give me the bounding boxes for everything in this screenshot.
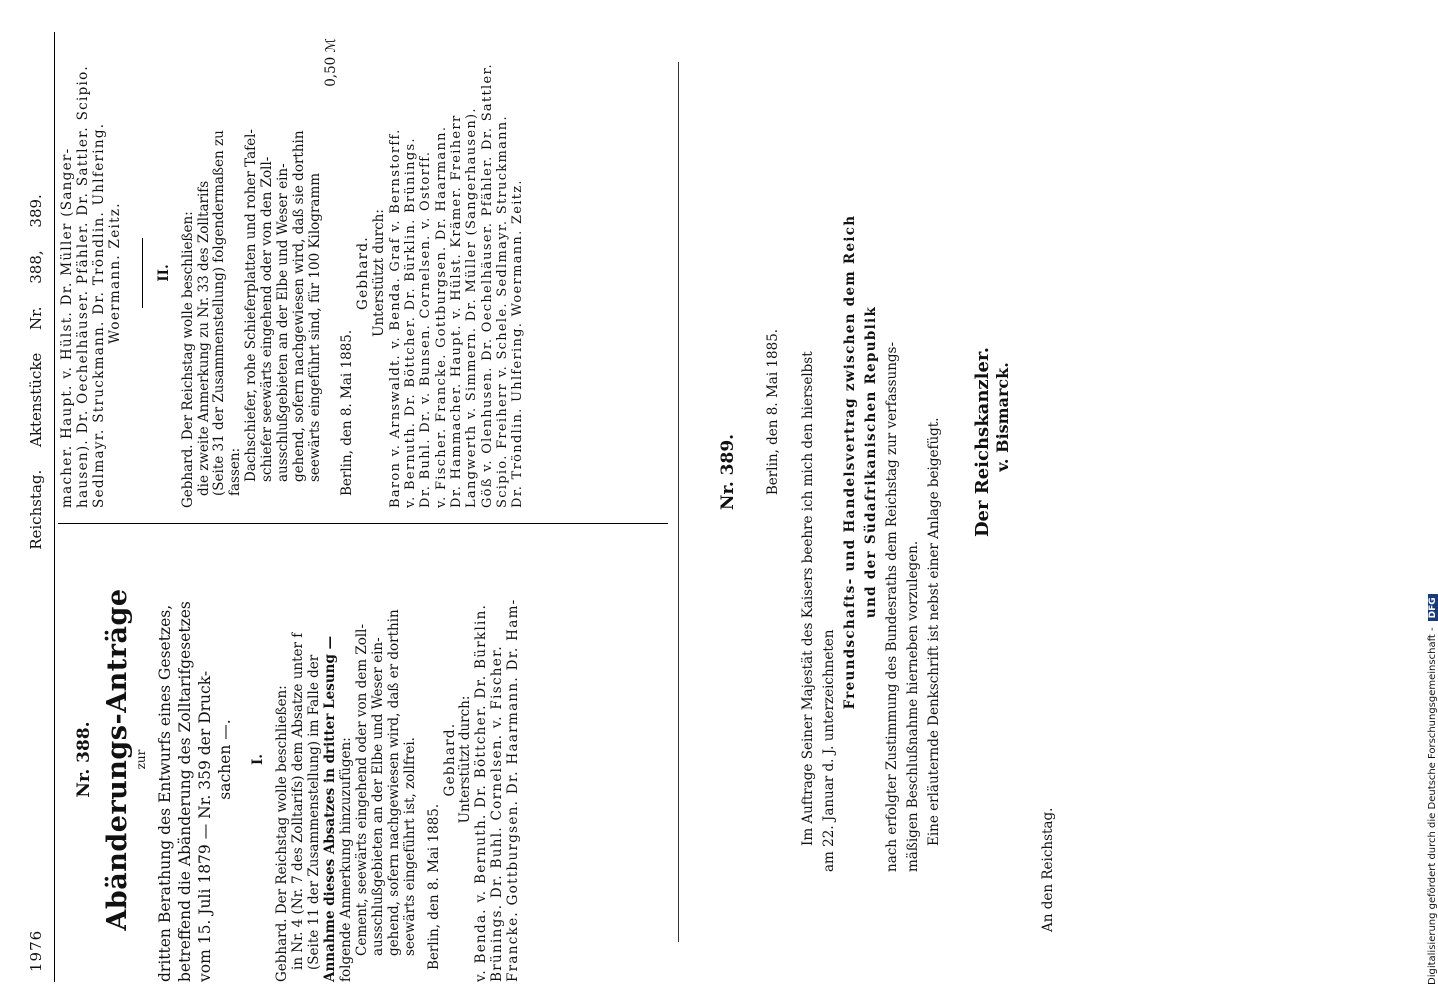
section-II-signer: Gebhard.: [354, 236, 371, 310]
body-line: Freundschafts- und Handelsvertrag zwischen dem Reich: [841, 214, 858, 710]
motion-line: in Nr. 4 (Nr. 7 des Zolltarifs) dem Absatze unter f: [290, 632, 307, 970]
dfg-logo: DFG: [1428, 594, 1438, 621]
body-line: nach erfolgter Zustimmung des Bundesraths dem Reichstag zur verfassungs-: [883, 341, 900, 872]
motion-line: (Seite 11 der Zusammenstellung) im Falle der: [306, 654, 323, 970]
motion-line: ausschlußgebieten an der Elbe und Weser ein-: [369, 637, 386, 956]
motion-line: folgende Anmerkung hinzuzufügen:: [337, 737, 354, 982]
body-line: am 22. Januar d. J. unterzeichneten: [820, 629, 837, 872]
short-rule: [142, 238, 143, 308]
section-II-date: Berlin, den 8. Mai 1885.: [338, 329, 355, 496]
supporter-line: Langwerth v. Simmern. Dr. Müller (Sangerhausen).: [464, 107, 480, 508]
supporter-line: v. Fischer. Francke. Gottburgsen. Dr. Haarmann.: [433, 125, 449, 508]
section-I-supporters: [474, 537, 522, 982]
supporter-line: Brünings. Dr. Buhl. Cornelsen. v. Fischer.: [489, 645, 506, 982]
subject-line: betreffend die Abänderung des Zolltarifgesetzes: [175, 601, 194, 982]
tariff-amount: 0,50 ℳ: [322, 38, 339, 87]
motion-line: Dachschiefer, rohe Schieferplatten und roher Tafel-: [243, 129, 260, 482]
body-line: mäßigen Beschlußnahme hierneben vorzulegen.: [904, 540, 921, 872]
motion-line: gehend, sofern nachgewiesen wird, daß sie dorthin: [291, 130, 308, 482]
supporter-line: v. Bernuth. Dr. Böttcher. Dr. Bürklin. Brünings.: [402, 137, 418, 508]
body-line: Im Auftrage Seiner Majestät des Kaisers beehre ich mich den hierselbst: [799, 351, 816, 846]
doc-number-389: Nr. 389.: [718, 433, 738, 511]
funding-note: [1427, 0, 1438, 985]
supporter-line: Dr. Tröndlin. Uhlfering. Woermann. Zeitz.: [510, 179, 526, 508]
motion-line: Gebhard. Der Reichstag wolle beschließen:: [274, 685, 291, 982]
motion-line: ausschlußgebieten an der Elbe und Weser ein-: [275, 163, 292, 482]
funding-text: Digitalisierung gefördert durch die Deutsche Forschungsgemeinschaft -: [1427, 627, 1438, 985]
signature-title: Der Reichskanzler.: [972, 346, 994, 538]
motion-line: die zweite Anmerkung zu Nr. 33 des Zolltarifs: [195, 180, 212, 496]
doc-separator-rule: [678, 62, 679, 942]
supporter-line: Dr. Buhl. Dr. v. Bunsen. Cornelsen. v. Ostorff.: [418, 150, 434, 508]
supporter-line: Göß v. Olenhusen. Dr. Oechelhäuser. Pfähler. Dr. Sattler.: [479, 63, 495, 508]
running-header: [18, 32, 48, 982]
document-page: [18, 32, 1263, 982]
body-line: Eine erläuternde Denkschrift ist nebst einer Anlage beigefügt.: [925, 417, 942, 846]
body-line: und der Südafrikanischen Republik: [862, 305, 879, 619]
section-II-supported-label: Unterstützt durch:: [370, 209, 387, 337]
addressee: An den Reichstag.: [1039, 807, 1056, 932]
section-I-text: [275, 537, 418, 982]
supporter-line: hausen). Dr. Oechelhäuser. Pfähler. Dr. Sattler. Scipio.: [74, 65, 91, 508]
header-rule: [54, 32, 55, 982]
signature-name: v. Bismarck.: [992, 362, 1012, 472]
section-numeral-II: II.: [155, 264, 172, 282]
document-title: Abänderungs-Anträge: [102, 588, 134, 931]
supporter-line: Dr. Hammacher. Haupt. v. Hülst. Krämer. Freiherr: [448, 114, 464, 508]
motion-line: Cement, seewärts eingehend oder von dem Zoll-: [353, 623, 370, 956]
section-I-date: Berlin, den 8. Mai 1885.: [425, 803, 442, 970]
section-I-supported-label: Unterstützt durch:: [457, 695, 474, 824]
doc-389-date: Berlin, den 8. Mai 1885.: [765, 328, 782, 496]
continued-supporters: [60, 38, 124, 508]
motion-line: seewärts eingeführt sind, für 100 Kilogramm: [306, 172, 323, 482]
title-zur: zur: [133, 749, 148, 770]
page-number: 1976: [27, 929, 45, 972]
subject-line: vom 15. Juli 1879 — Nr. 359 der Druck-: [195, 670, 214, 982]
supporter-line: v. Benda. v. Bernuth. Dr. Böttcher. Dr. Bürklin.: [473, 603, 490, 982]
right-column: [60, 38, 526, 508]
section-numeral-I: I.: [250, 754, 267, 766]
subject-line: sachen —.: [215, 719, 234, 800]
column-divider: [58, 523, 668, 524]
supporter-line: Woermann. Zeitz.: [106, 202, 123, 344]
motion-line: schiefer seewärts eingehend oder von den Zoll-: [259, 156, 276, 482]
running-title: Reichstag. Aktenstücke Nr. 388, 389.: [27, 194, 45, 550]
motion-line: (Seite 31 der Zusammenstellung) folgendermaßen zu: [211, 130, 228, 496]
doc-389-body: [798, 52, 944, 952]
subject-line: dritten Berathung des Entwurfs eines Gesetzes,: [156, 604, 175, 982]
supporter-line: Sedlmayr. Struckmann. Dr. Tröndlin. Uhlfering.: [90, 122, 107, 508]
section-II-supporters: [388, 38, 526, 508]
motion-line: fassen:: [227, 447, 244, 496]
motion-line: gehend, sofern nachgewiesen wird, daß er dorthin: [385, 609, 402, 956]
section-II-text: [181, 38, 340, 508]
motion-line: seewärts eingeführt ist, zollfrei.: [401, 737, 418, 956]
supporter-line: macher. Haupt. v. Hülst. Dr. Müller (Sanger-: [59, 147, 75, 508]
section-I-signer: Gebhard.: [441, 722, 458, 797]
supporter-line: Scipio. Freiherr v. Schele. Sedlmayr. Struckmann.: [494, 115, 510, 508]
supporter-line: Francke. Gottburgsen. Dr. Haarmann. Dr. Ham-: [505, 598, 522, 982]
doc-number-388: Nr. 388.: [74, 721, 94, 798]
doc-389: [718, 52, 1056, 952]
subject-block: [156, 537, 235, 982]
left-column: [74, 537, 522, 982]
motion-line: Gebhard. Der Reichstag wolle beschließen:: [179, 211, 196, 508]
motion-line: Annahme dieses Absatzes in dritter Lesung —: [322, 635, 339, 982]
supporter-line: Baron v. Arnswaldt. v. Benda. Graf v. Bernstorff.: [387, 128, 403, 508]
